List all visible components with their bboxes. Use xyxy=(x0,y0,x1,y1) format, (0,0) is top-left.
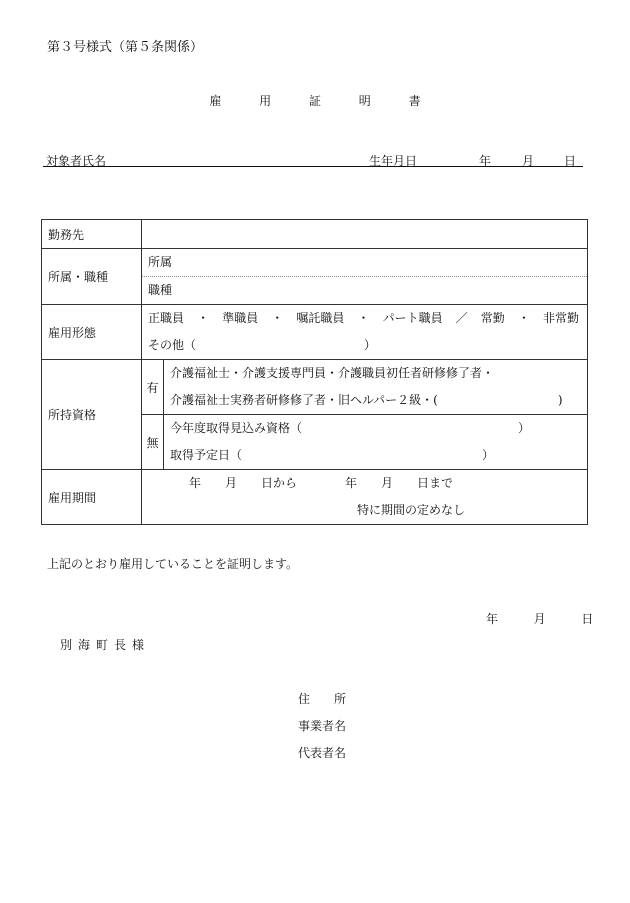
subject-line xyxy=(43,152,583,167)
option-separator: ・ xyxy=(357,311,370,325)
issue-year-label: 年 xyxy=(486,612,499,626)
workplace-label: 勤務先 xyxy=(42,220,142,249)
issue-day-label: 日 xyxy=(581,612,594,626)
employment-table xyxy=(41,219,588,525)
period-line-1[interactable]: 年 月 日から 年 月 日まで xyxy=(189,476,454,490)
period-line-2[interactable]: 特に期間の定めなし xyxy=(357,503,466,517)
birth-month-label: 月 xyxy=(522,154,535,168)
option-semi[interactable]: 準職員 xyxy=(222,311,259,325)
job-type-sub-label[interactable]: 職種 xyxy=(142,276,587,304)
affiliation-cell xyxy=(142,249,588,305)
qualification-has-block xyxy=(142,360,587,414)
birth-year-label: 年 xyxy=(479,154,492,168)
option-non-full-time[interactable]: 非常勤 xyxy=(542,311,579,325)
qualification-label: 所持資格 xyxy=(42,360,142,470)
period-label: 雇用期間 xyxy=(42,470,142,525)
subject-name-label: 対象者氏名 xyxy=(46,154,107,168)
none-line-2: 取得予定日（ ） xyxy=(170,448,495,462)
has-line-2: 介護福祉士実務者研修修了者・旧ヘルパー２級・( ) xyxy=(170,393,563,407)
representative-label: 代表者名 xyxy=(298,746,347,760)
employment-options xyxy=(142,305,587,332)
none-mark[interactable]: 無 xyxy=(142,415,164,469)
option-separator: ・ xyxy=(271,311,284,325)
option-contract[interactable]: 嘱託職員 xyxy=(296,311,345,325)
business-name-label: 事業者名 xyxy=(298,719,347,733)
option-separator: ・ xyxy=(197,311,210,325)
workplace-field[interactable] xyxy=(142,220,588,249)
affiliation-sub-label[interactable]: 所属 xyxy=(148,255,173,269)
has-line-1: 介護福祉士・介護支援専門員・介護職員初任者研修修了者・ xyxy=(170,366,495,380)
document-title: 雇 用 証 明 書 xyxy=(209,94,438,108)
address-label: 住 所 xyxy=(298,692,347,706)
option-slash: ／ xyxy=(455,311,468,325)
option-regular[interactable]: 正職員 xyxy=(148,311,185,325)
employment-other[interactable]: その他（ ） xyxy=(148,338,377,352)
addressee: 別海町長様 xyxy=(60,638,151,652)
has-mark[interactable]: 有 xyxy=(142,360,164,414)
birthdate-label: 生年月日 xyxy=(369,154,418,168)
none-line-1: 今年度取得見込み資格（ ） xyxy=(170,421,531,435)
affiliation-label: 所属・職種 xyxy=(42,249,142,305)
form-number: 第３号様式（第５条関係） xyxy=(47,40,204,55)
option-full-time[interactable]: 常勤 xyxy=(480,311,505,325)
option-part-time[interactable]: パート職員 xyxy=(382,311,443,325)
employment-type-cell xyxy=(142,305,588,360)
issue-date xyxy=(486,610,593,627)
employment-type-label: 雇用形態 xyxy=(42,305,142,360)
certification-statement: 上記のとおり雇用していることを証明します。 xyxy=(47,557,299,571)
birth-day-label: 日 xyxy=(564,154,577,168)
issue-month-label: 月 xyxy=(533,612,546,626)
qualification-cell xyxy=(142,360,588,470)
period-cell xyxy=(142,470,588,525)
qualification-none-block xyxy=(142,414,587,469)
option-separator: ・ xyxy=(517,311,530,325)
